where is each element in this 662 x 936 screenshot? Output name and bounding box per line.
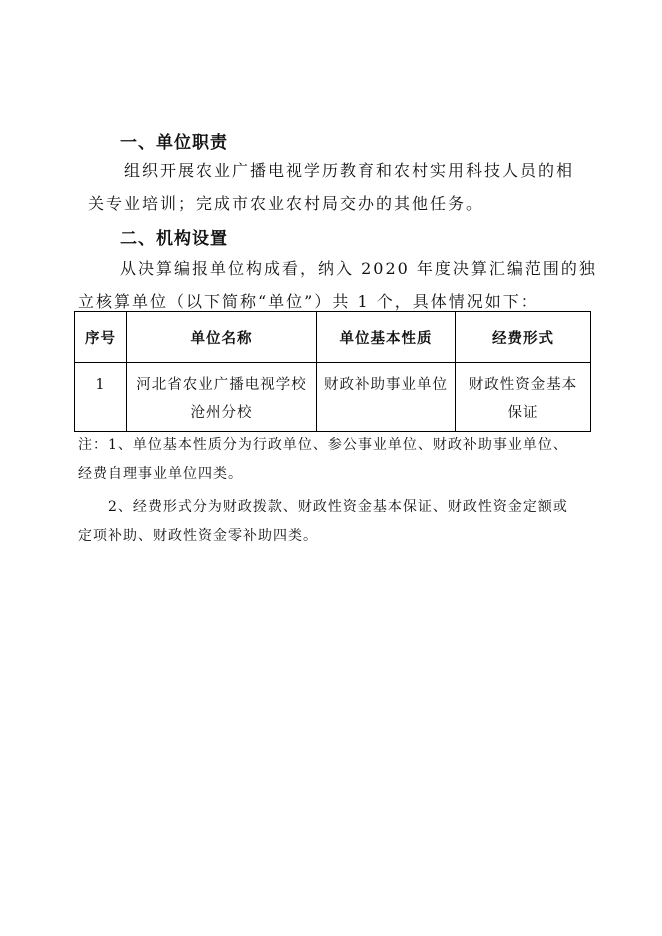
note-1-line-1: 注：1、单位基本性质分为行政单位、参公事业单位、财政补助事业单位、: [78, 437, 568, 453]
cell-unit-name-line-2: 沧州分校: [190, 405, 253, 421]
header-funding-form: 经费形式: [456, 312, 591, 363]
cell-index: 1: [75, 363, 127, 432]
unit-table: [74, 311, 591, 432]
duties-text-line-2: 关专业培训；完成市农业农村局交办的其他任务。: [88, 194, 485, 213]
note-2-line-2: 定项补助、财政性资金零补助四类。: [78, 528, 318, 544]
org-text-line-1: 从决算编报单位构成看，纳入 2020 年度决算汇编范围的独: [120, 259, 597, 278]
cell-unit-nature: 财政补助事业单位: [317, 363, 456, 432]
cell-unit-name-line-1: 河北省农业广播电视学校: [136, 377, 307, 393]
cell-funding-form-line-2: 保证: [507, 405, 539, 421]
duties-text-line-1: 组织开展农业广播电视学历教育和农村实用科技人员的相: [124, 161, 575, 180]
header-unit-nature: 单位基本性质: [317, 312, 456, 363]
note-2-line-1: 2、经费形式分为财政拨款、财政性资金基本保证、财政性资金定额或: [108, 499, 568, 515]
section-heading-org: 二、机构设置: [120, 229, 228, 249]
table-header-row: [75, 312, 591, 363]
cell-funding-form: [456, 363, 591, 432]
header-unit-name: 单位名称: [127, 312, 317, 363]
cell-unit-name: [127, 363, 317, 432]
section-heading-duties: 一、单位职责: [120, 133, 228, 153]
cell-funding-form-line-1: 财政性资金基本: [468, 377, 578, 393]
note-1-line-2: 经费自理事业单位四类。: [78, 466, 243, 482]
org-text-line-2: 立核算单位（以下简称“单位”）共 1 个，具体情况如下：: [78, 292, 539, 311]
header-index: 序号: [75, 312, 127, 363]
table-row: [75, 363, 591, 432]
